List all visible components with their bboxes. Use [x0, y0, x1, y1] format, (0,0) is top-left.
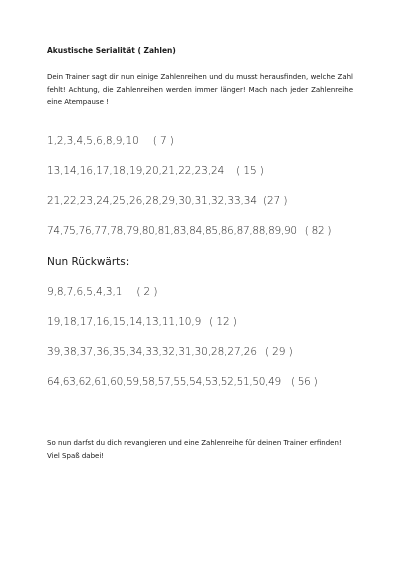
sequence-numbers: 9,8,7,6,5,4,3,1 — [47, 286, 123, 298]
backward-heading: Nun Rückwärts: — [47, 256, 130, 268]
instructions-text: Dein Trainer sagt dir nun einige Zahlenreihen und du musst herausfinden, welche Zahl fehlt! Achtung, die Zahlenreihen werden immer länger! Mach nach jeder Zahlenreihe eine Atempause ! — [47, 73, 353, 106]
sequence-answer: ( 56 ) — [290, 376, 318, 388]
sequence-answer: ( 2 ) — [136, 286, 158, 298]
sequence-numbers: 64,63,62,61,60,59,58,57,55,54,53,52,51,50,49 — [47, 376, 281, 388]
sequence-row-forward-4 — [47, 225, 331, 237]
sequence-answer: (27 ) — [262, 195, 288, 207]
sequence-answer: ( 29 ) — [264, 346, 293, 358]
sequence-numbers: 21,22,23,24,25,26,28,29,30,31,32,33,34 — [47, 195, 257, 207]
closing-line-1: So nun darfst du dich revangieren und eine Zahlenreihe für deinen Trainer erfinden! — [47, 439, 342, 447]
sequence-row-backward-4 — [47, 376, 317, 388]
sequence-row-forward-3 — [47, 195, 287, 207]
sequence-answer: ( 12 ) — [209, 316, 237, 328]
sequence-answer: ( 7 ) — [152, 135, 174, 147]
sequence-row-forward-1 — [47, 135, 174, 147]
sequence-numbers: 39,38,37,36,35,34,33,32,31,30,28,27,26 — [47, 346, 257, 358]
closing-line-2: Viel Spaß dabei! — [47, 451, 105, 460]
closing-text — [47, 437, 367, 462]
sequence-row-backward-3 — [47, 346, 293, 358]
page-title: Akustische Serialität ( Zahlen) — [47, 46, 176, 55]
sequence-numbers: 13,14,16,17,18,19,20,21,22,23,24 — [47, 165, 225, 177]
sequence-numbers: 74,75,76,77,78,79,80,81,83,84,85,86,87,88,89,90 — [47, 225, 297, 237]
sequence-answer: ( 82 ) — [304, 225, 332, 237]
sequence-numbers: 19,18,17,16,15,14,13,11,10,9 — [47, 316, 202, 328]
sequence-row-backward-1 — [47, 286, 157, 298]
sequence-answer: ( 15 ) — [236, 165, 264, 177]
sequence-row-forward-2 — [47, 165, 264, 177]
sequence-numbers: 1,2,3,4,5,6,8,9,10 — [47, 135, 139, 147]
sequence-row-backward-2 — [47, 316, 237, 328]
